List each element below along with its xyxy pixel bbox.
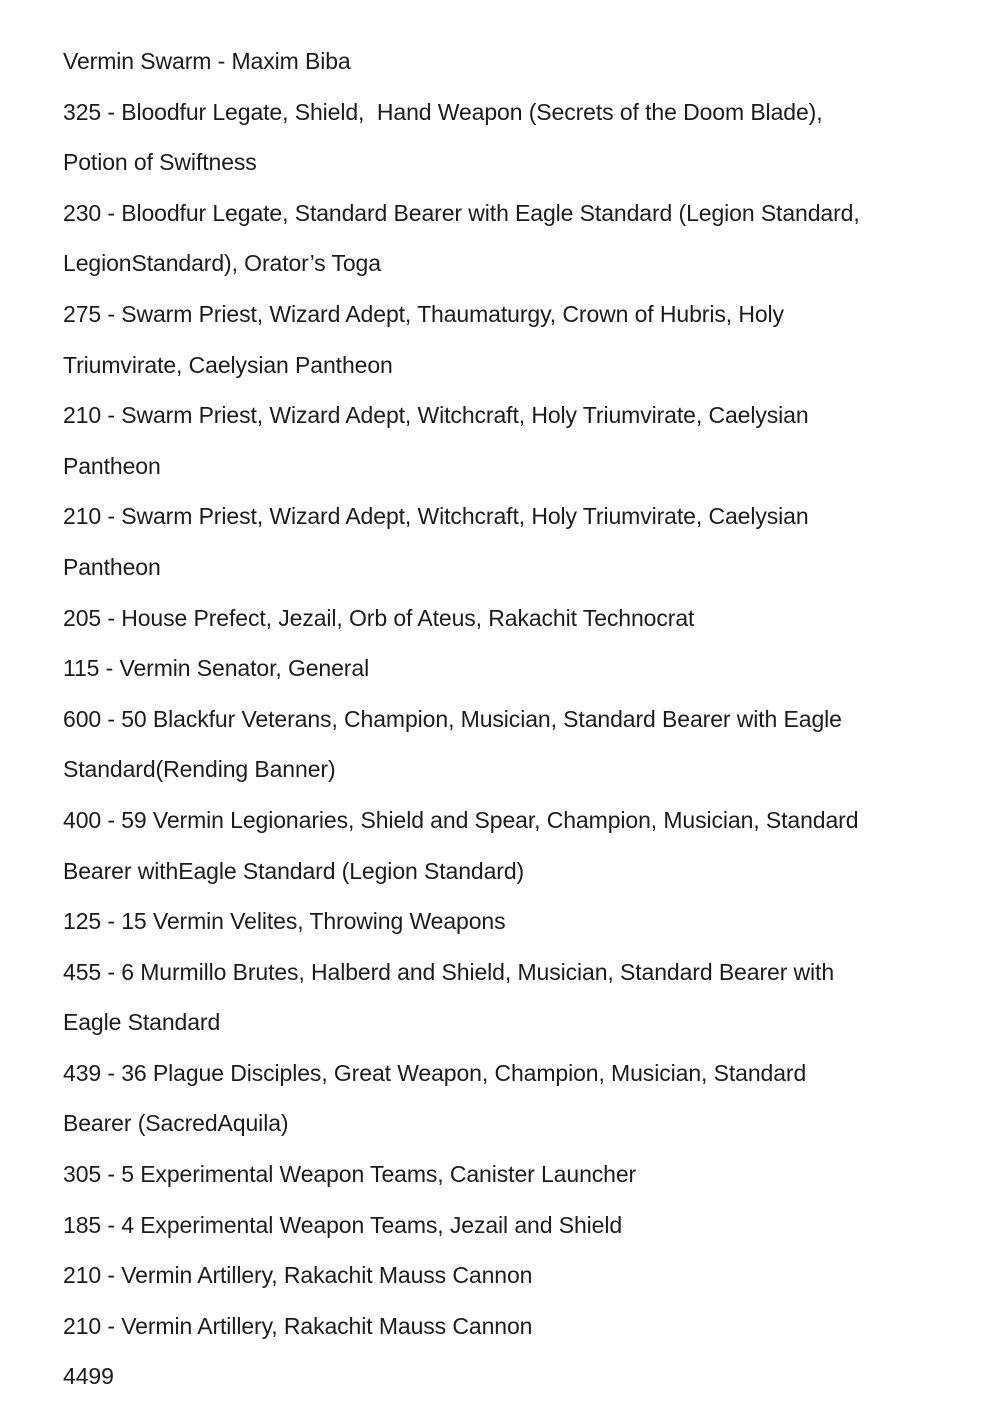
unit-entry-line: 210 - Vermin Artillery, Rakachit Mauss Cannon: [63, 1262, 533, 1289]
unit-entry-line: 125 - 15 Vermin Velites, Throwing Weapons: [63, 908, 506, 935]
unit-entry: [63, 491, 963, 592]
unit-entry: [63, 795, 963, 896]
army-list-entries: [63, 87, 963, 1352]
unit-entry-continuation: Eagle Standard: [63, 1009, 221, 1036]
unit-entry: [63, 1149, 963, 1200]
unit-entry-line: 325 - Bloodfur Legate, Shield, Hand Weapon (Secrets of the Doom Blade),: [63, 98, 823, 125]
unit-entry-line: 305 - 5 Experimental Weapon Teams, Canister Launcher: [63, 1161, 637, 1188]
unit-entry: [63, 390, 963, 491]
army-list-document: [63, 36, 963, 1402]
unit-entry: [63, 643, 963, 694]
points-total: 4499: [63, 1363, 114, 1390]
unit-entry: [63, 188, 963, 289]
unit-entry: [63, 1301, 963, 1352]
unit-entry-line: 205 - House Prefect, Jezail, Orb of Ateus, Rakachit Technocrat: [63, 604, 695, 631]
unit-entry-line: 210 - Swarm Priest, Wizard Adept, Witchcraft, Holy Triumvirate, Caelysian: [63, 402, 809, 429]
unit-entry-line: 600 - 50 Blackfur Veterans, Champion, Musician, Standard Bearer with Eagle: [63, 705, 842, 732]
unit-entry: [63, 694, 963, 795]
unit-entry: [63, 947, 963, 1048]
unit-entry: [63, 896, 963, 947]
unit-entry-continuation: Pantheon: [63, 553, 161, 580]
unit-entry-line: 115 - Vermin Senator, General: [63, 655, 370, 682]
unit-entry-continuation: LegionStandard), Orator’s Toga: [63, 250, 381, 277]
unit-entry-line: 439 - 36 Plague Disciples, Great Weapon, Champion, Musician, Standard: [63, 1059, 807, 1086]
unit-entry: [63, 87, 963, 188]
unit-entry: [63, 593, 963, 644]
list-title: Vermin Swarm - Maxim Biba: [63, 48, 351, 74]
unit-entry-line: 210 - Vermin Artillery, Rakachit Mauss Cannon: [63, 1312, 533, 1339]
unit-entry-continuation: Triumvirate, Caelysian Pantheon: [63, 351, 393, 378]
unit-entry-line: 400 - 59 Vermin Legionaries, Shield and Spear, Champion, Musician, Standard: [63, 806, 859, 833]
unit-entry-line: 230 - Bloodfur Legate, Standard Bearer with Eagle Standard (Legion Standard,: [63, 199, 860, 226]
unit-entry-line: 185 - 4 Experimental Weapon Teams, Jezail and Shield: [63, 1211, 623, 1238]
unit-entry-continuation: Standard(Rending Banner): [63, 756, 336, 783]
unit-entry: [63, 289, 963, 390]
unit-entry-continuation: Pantheon: [63, 452, 161, 479]
unit-entry: [63, 1200, 963, 1251]
unit-entry-line: 455 - 6 Murmillo Brutes, Halberd and Shield, Musician, Standard Bearer with: [63, 958, 835, 985]
unit-entry-line: 210 - Swarm Priest, Wizard Adept, Witchcraft, Holy Triumvirate, Caelysian: [63, 503, 809, 530]
unit-entry-continuation: Potion of Swiftness: [63, 149, 257, 176]
unit-entry-line: 275 - Swarm Priest, Wizard Adept, Thaumaturgy, Crown of Hubris, Holy: [63, 300, 784, 327]
unit-entry: [63, 1048, 963, 1149]
unit-entry: [63, 1250, 963, 1301]
unit-entry-continuation: Bearer withEagle Standard (Legion Standard): [63, 857, 525, 884]
unit-entry-continuation: Bearer (SacredAquila): [63, 1110, 289, 1137]
